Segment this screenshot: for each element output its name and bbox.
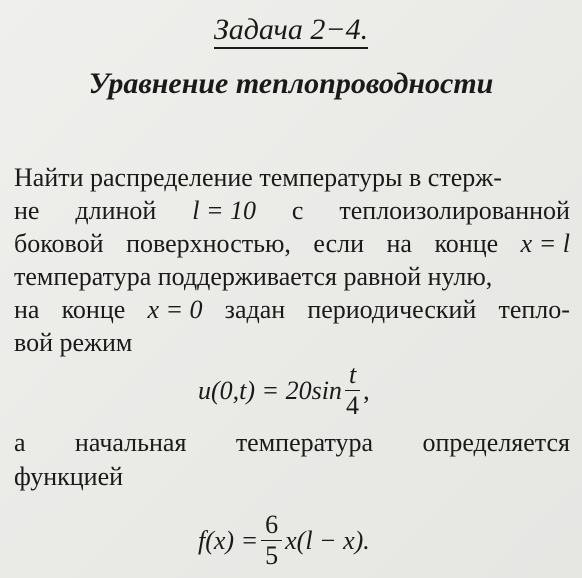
word: задан [224, 295, 286, 324]
boundary-expression: x = l [520, 229, 570, 258]
word: определяется [422, 428, 570, 457]
fraction-denominator: 4 [346, 391, 360, 420]
problem-line-3 [14, 229, 570, 259]
word: конце [61, 295, 126, 324]
problem-line-8: функцией [14, 462, 124, 491]
fraction-denominator: 5 [265, 541, 279, 570]
word: температура [235, 428, 374, 457]
formula-rhs: x(l − x). [285, 525, 370, 555]
word: длиной [75, 196, 157, 225]
word: не [14, 196, 40, 225]
formula-lhs: u(0,t) = 20sin [198, 375, 342, 405]
word: а [14, 428, 26, 457]
problem-line-7 [14, 428, 570, 458]
problem-line-1: Найти распределение температуры в стерж- [14, 163, 502, 192]
topic-heading: Уравнение теплопроводности [88, 67, 494, 100]
word: начальная [74, 428, 187, 457]
problem-line-6: вой режим [14, 328, 133, 357]
problem-line-2 [14, 196, 570, 226]
word: теплоизолированной [339, 196, 570, 225]
formula-comma: , [363, 375, 370, 405]
word: поверхностью, [126, 229, 291, 258]
word: если [313, 229, 365, 258]
word: с [291, 196, 304, 225]
word: на [386, 229, 412, 258]
fraction-numerator: 6 [261, 510, 282, 541]
word: боковой [14, 229, 104, 258]
word: конце [434, 229, 499, 258]
length-expression: l = 10 [192, 196, 257, 225]
word: периодический [307, 295, 477, 324]
boundary-condition-formula [198, 360, 370, 421]
boundary-expression: x = 0 [147, 295, 203, 324]
problem-line-4: температура поддерживается равной нулю, [14, 262, 493, 291]
word: тепло- [498, 295, 570, 324]
fraction [261, 510, 282, 571]
initial-condition-formula [198, 510, 370, 571]
problem-line-5 [14, 295, 570, 325]
fraction [345, 360, 360, 421]
word: на [14, 295, 40, 324]
formula-lhs: f(x) = [198, 525, 259, 555]
fraction-numerator: t [345, 360, 360, 391]
task-number-heading: Задача 2−4. [0, 12, 582, 48]
